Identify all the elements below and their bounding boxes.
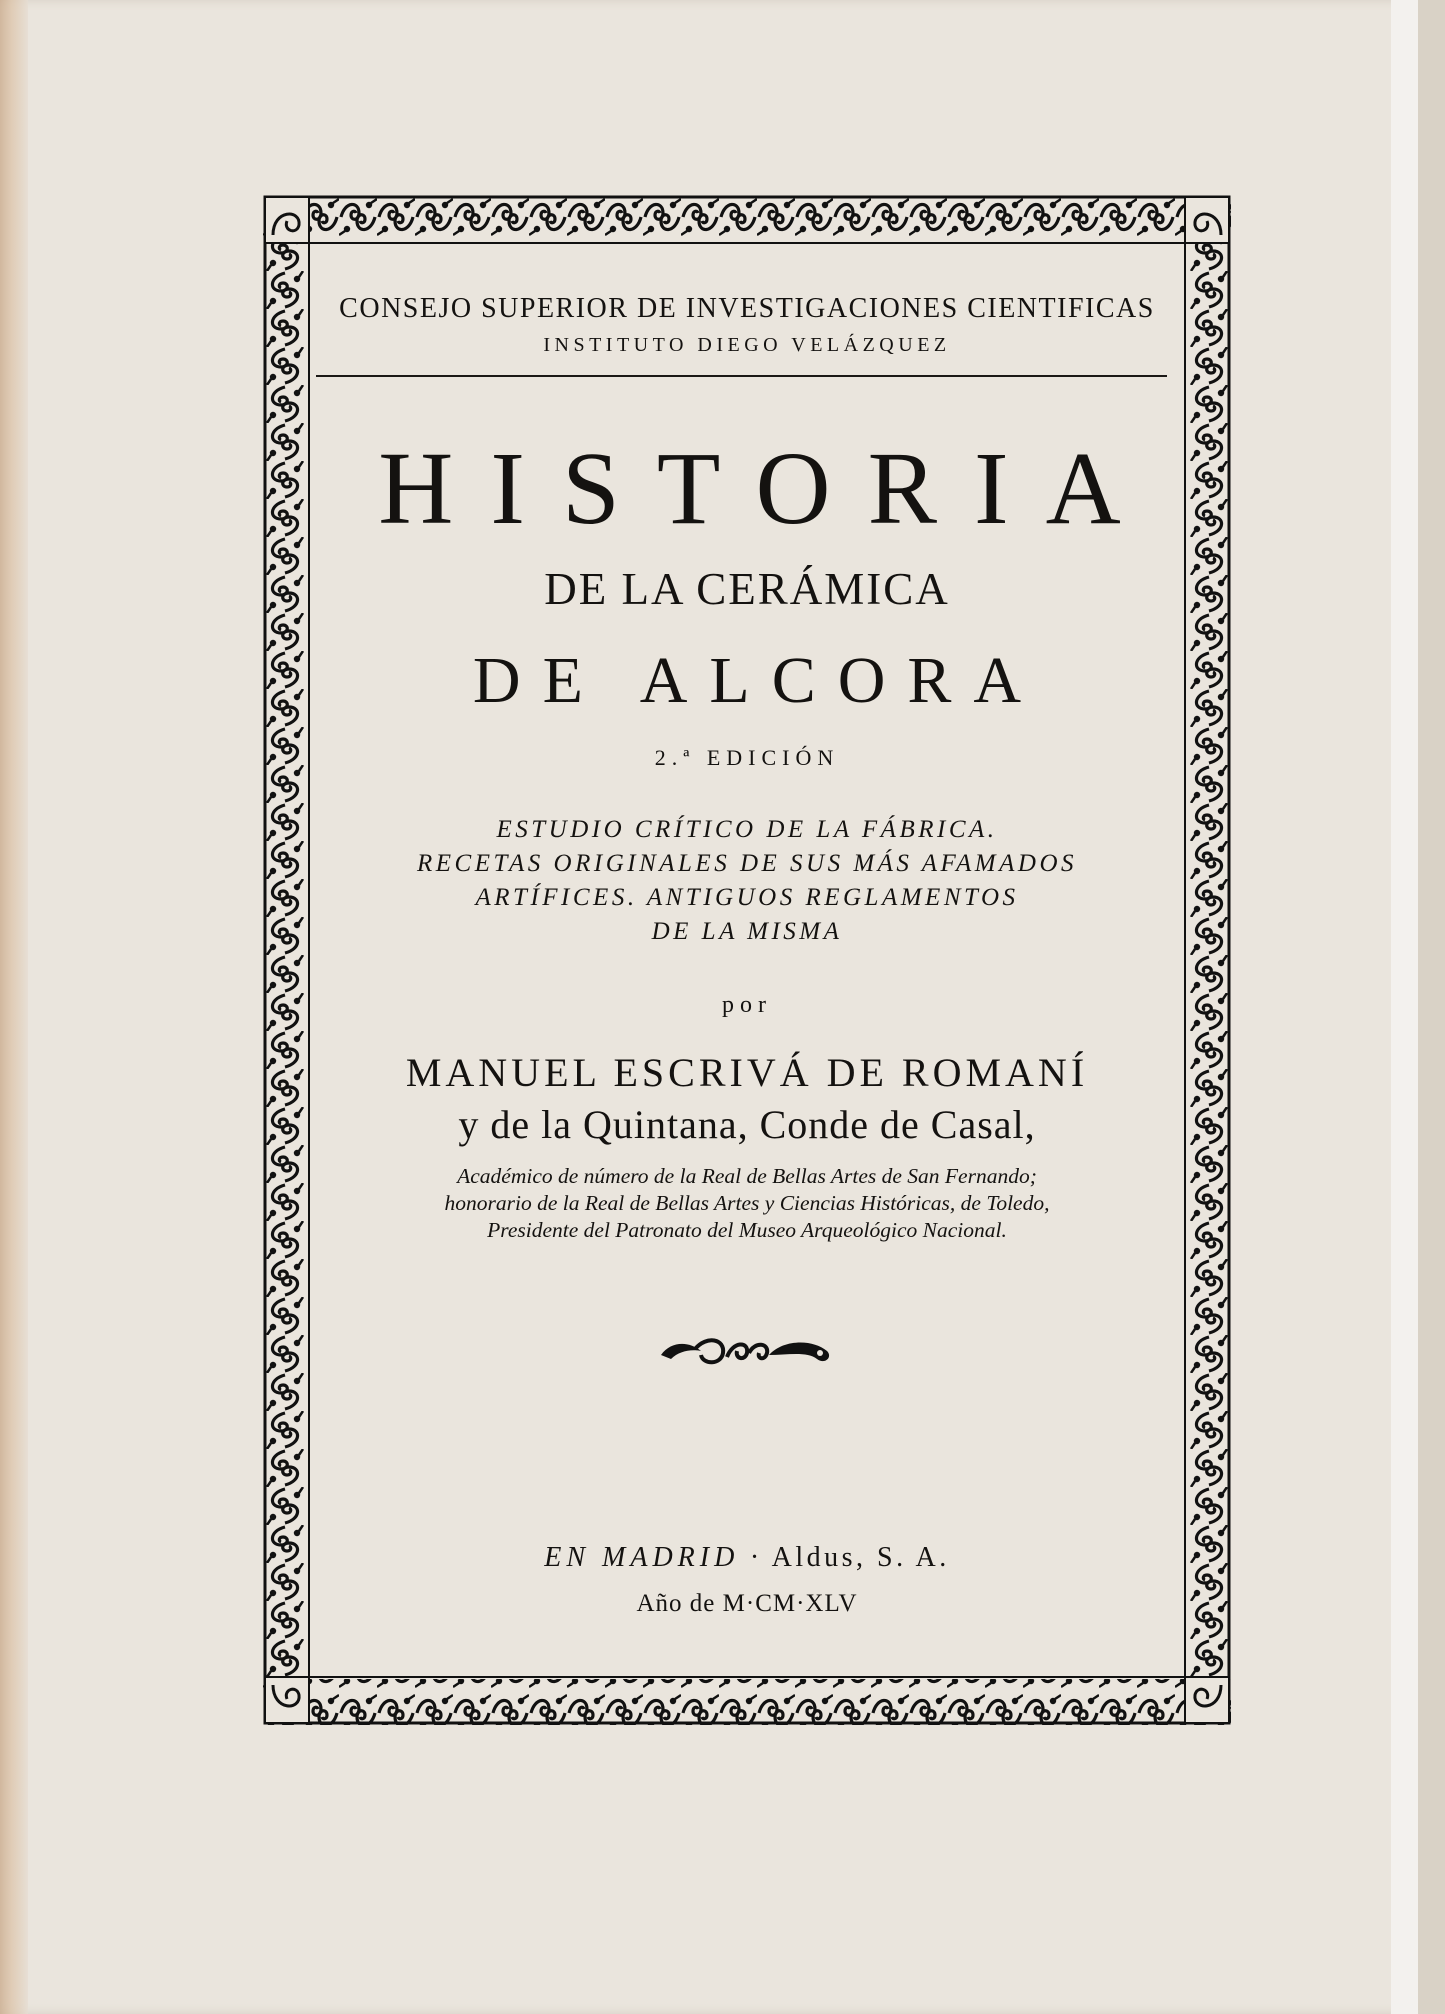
imprint-year: Año de M·CM·XLV <box>636 1590 858 1617</box>
imprint-place: EN MADRID <box>544 1542 740 1573</box>
title-line-2: DE LA CERÁMICA <box>544 564 950 614</box>
header-rule <box>316 375 1167 377</box>
description-line: DE LA MISMA <box>651 918 843 945</box>
subtitle-description <box>299 813 1195 949</box>
imprint-line <box>299 1542 1195 1574</box>
imprint-separator: · <box>739 1542 772 1573</box>
binding-edge <box>0 0 28 2014</box>
credential-line: honorario de la Real de Bellas Artes y Ciencias Históricas, de Toledo, <box>444 1191 1050 1215</box>
author-name: MANUEL ESCRIVÁ DE ROMANÍ <box>405 1050 1089 1095</box>
council-name: CONSEJO SUPERIOR DE INVESTIGACIONES CIENTIFICAS <box>339 293 1155 324</box>
ornamental-frame <box>263 195 1231 1725</box>
author-credentials <box>299 1163 1195 1244</box>
title-line-3: DE ALCORA <box>472 644 1044 717</box>
description-line: ESTUDIO CRÍTICO DE LA FÁBRICA. <box>496 816 998 843</box>
credential-line: Presidente del Patronato del Museo Arqueológico Nacional. <box>487 1218 1007 1242</box>
main-title: HISTORIA <box>378 431 1158 546</box>
by-line: por <box>722 992 772 1018</box>
institute-name: INSTITUTO DIEGO VELÁZQUEZ <box>543 334 951 356</box>
description-line: RECETAS ORIGINALES DE SUS MÁS AFAMADOS <box>416 850 1078 877</box>
author-title: y de la Quintana, Conde de Casal, <box>458 1102 1036 1147</box>
imprint-publisher: Aldus, S. A. <box>771 1542 950 1573</box>
edition: 2.ª EDICIÓN <box>654 745 840 770</box>
description-line: ARTÍFICES. ANTIGUOS REGLAMENTOS <box>475 884 1019 911</box>
fleuron-ornament-icon <box>657 1327 837 1373</box>
credential-line: Académico de número de la Real de Bellas Artes de San Fernando; <box>457 1164 1037 1188</box>
title-block <box>299 195 1195 1725</box>
page-edge <box>1391 0 1418 2014</box>
